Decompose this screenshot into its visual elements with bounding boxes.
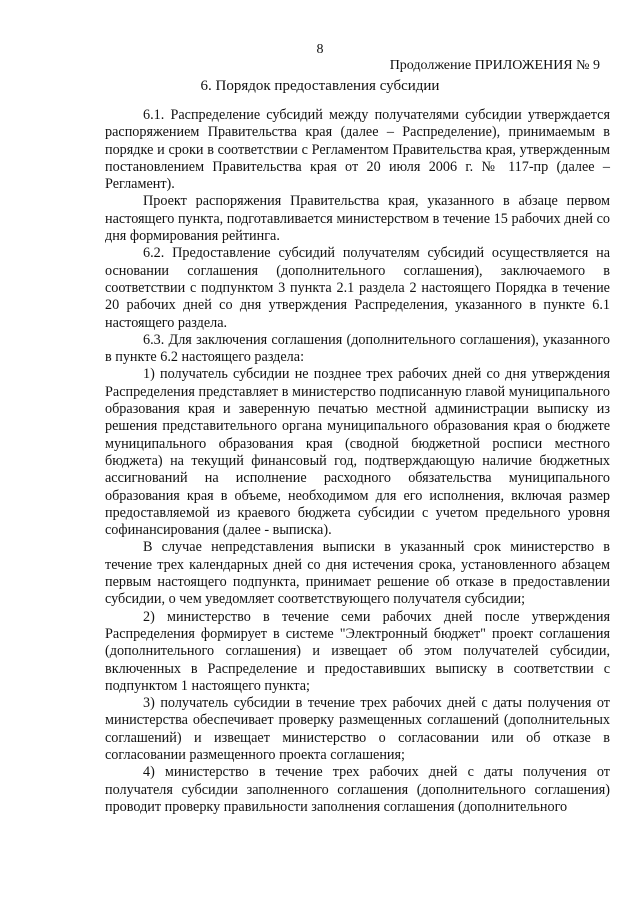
appendix-continuation-label: Продолжение ПРИЛОЖЕНИЯ № 9: [389, 58, 600, 73]
subparagraph-1-refusal: В случае непредставления выписки в указанный срок министерство в течение трех календарных дней со дня истечения срока, установленного абзацем первым настоящего подпункта, принимает решение об отказе в предоставлении субсидии, о чем уведомляет соответствующего получателя субсидии;: [105, 539, 610, 608]
section-title: 6. Порядок предоставления субсидии: [200, 78, 440, 94]
document-body: [105, 107, 610, 816]
subparagraph-2: 2) министерство в течение семи рабочих дней после утверждения Распределения формирует в системе "Электронный бюджет" проект соглашения (дополнительного соглашения) и извещает об этом получателей субсидии, включенных в Распределение и предоставивших выписку в соответствии с подпунктом 1 настоящего пункта;: [105, 608, 610, 694]
paragraph-6-1: 6.1. Распределение субсидий между получателями субсидии утверждается распоряжением Правительства края (далее – Распределение), принимаемым в порядке и сроки в соответствии с Регламентом Правительства края, утвержденным постановлением Правительства края от 20 июля 2006 г. № 117-пр (далее – Регламент).: [105, 107, 610, 193]
paragraph-6-2: 6.2. Предоставление субсидий получателям субсидий осуществляется на основании соглашения (дополнительного соглашения), заключаемого в соответствии с подпунктом 3 пункта 2.1 раздела 2 настоящего Порядка в течение 20 рабочих дней со дня утверждения Распределения, указанного в пункте 6.1 настоящего раздела.: [105, 245, 610, 331]
subparagraph-1: 1) получатель субсидии не позднее трех рабочих дней со дня утверждения Распределения представляет в министерство подписанную главой муниципального образования края и заверенную печатью местной администрации выписку из решения представительного органа муниципального образования края о бюджете муниципального образования края (сводной бюджетной росписи местного бюджета) на текущий финансовый год, подтверждающую наличие бюджетных ассигнований на исполнение расходного обязательства муниципального образования края в объеме, необходимом для его исполнения, включая размер предоставляемой из краевого бюджета субсидии с учетом предельного уровня софинансирования (далее - выписка).: [105, 366, 610, 539]
paragraph-6-3: 6.3. Для заключения соглашения (дополнительного соглашения), указанного в пункте 6.2 настоящего раздела:: [105, 331, 610, 366]
paragraph-6-1-project: Проект распоряжения Правительства края, указанного в абзаце первом настоящего пункта, подготавливается министерством в течение 15 рабочих дней со дня формирования рейтинга.: [105, 193, 610, 245]
subparagraph-3: 3) получатель субсидии в течение трех рабочих дней с даты получения от министерства обеспечивает проверку размещенных соглашений (дополнительных соглашений) и извещает министерство о согласовании или об отказе в согласовании размещенного проекта соглашения;: [105, 695, 610, 763]
subparagraph-4: 4) министерство в течение трех рабочих дней с даты получения от получателя субсидии заполненного соглашения (дополнительного соглашения) проводит проверку правильности заполнения соглашения (дополнительного: [105, 764, 610, 815]
page-number: 8: [316, 42, 324, 57]
